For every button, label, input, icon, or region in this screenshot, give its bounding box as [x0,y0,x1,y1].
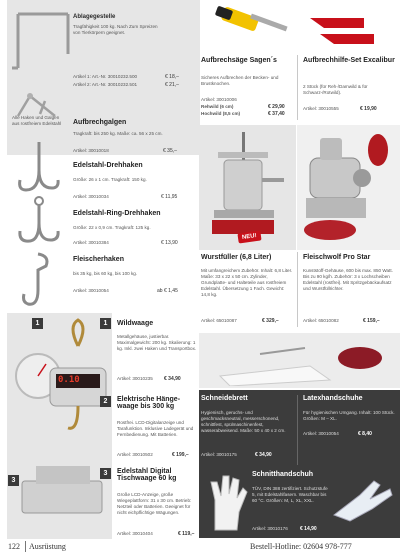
rack-line-1: Artikel 1: Art.-Nr. 30010232.500 [73,74,138,79]
num-desc-2: Rostfrei. LCD-Digitalanzeige und Tarafunktion. Inklusive Ladegerät und Fernbedienung. Mit Batterien. [117,420,194,437]
item-art-fleischerhaken: Artikel: 30010054 [73,288,109,293]
badge-1-left: 1 [32,318,43,329]
item-art-aufbrechgalgen: Artikel: 30010018 [73,148,109,153]
gloves-art: Artikel: 30010054 [303,431,339,436]
num-price-3: € 119,– [178,531,195,537]
gloves-price: € 8,40 [358,431,372,437]
scale-display-readout: 0.10 [58,375,80,385]
num-art-2: Artikel: 30010502 [117,452,153,457]
grinder-image [300,128,400,246]
aid-price: € 19,90 [360,106,377,112]
board-art: Artikel: 30010175 [201,452,237,457]
stuffer-title: Wurstfüller (6,8 Liter) [201,254,272,261]
mid-divider [297,252,298,327]
num-desc-3: Große LCD-Anzeige, große Wiegeplattform: 31 x 30 cm. Betrieb: Netzteil oder Batterien. Geeignet für nicht eichpflichtige Wägungen. [117,492,192,515]
aid-art: Artikel: 30010555 [303,106,339,111]
item-title-ringdrehhaken: Edelstahl-Ring-Drehhaken [73,210,161,217]
aid-title: Aufbrechhilfe-Set Excalibur [303,57,395,64]
badge-3-left: 3 [8,475,19,486]
item-desc-ringdrehhaken: Größe: 22 x 0,9 cm. Tragkraft: 125 kg. [73,225,151,230]
item-desc-aufbrechgalgen: Tragkraft: bis 250 kg. Maße: ca. 56 x 25 cm. [73,131,163,136]
rack-line-2: Artikel 2: Art.-Nr. 30010232.501 [73,82,138,87]
saw-title: Aufbrechsäge Sagen´s [201,57,277,64]
board-title: Schneidebrett [201,395,248,402]
item-art-drehhaken: Artikel: 30010034 [73,194,109,199]
grinder-title: Fleischwolf Pro Star [303,254,371,261]
grinder-desc: Kunststoff-Gehäuse, 600 bis max. 850 Watt. Bis zu 90 kg/h. Zubehör: 3 x Lochscheiben Edelstahl (rostfrei). Mit Spritzgebäckaufsatz und Wurstfüllrichter. [303,268,393,291]
num-art-1: Artikel: 30010235 [117,376,153,381]
board-price: € 34,90 [255,452,272,458]
footer-rule [25,541,26,552]
saw-image [212,6,292,44]
top-divider [297,55,298,120]
scales-image [10,316,110,536]
num-price-1: € 34,90 [164,376,181,382]
gloves-title: Latexhandschuhe [303,395,363,402]
cut-title: Schnitthandschuh [252,471,314,478]
stuffer-art: Artikel: 65010087 [201,318,237,323]
aid-image [304,8,384,53]
item-art-ringdrehhaken: Artikel: 30010384 [73,240,109,245]
glove-image-right [330,475,395,525]
aid-desc: 2 Stück (für Reh-/Damwild & für Schwarz-/Rotwild). [303,84,368,95]
new-badge: NEU! [237,230,261,243]
num-badge-3: 3 [100,468,111,479]
item-desc-fleischerhaken: bis 35 kg, bis 60 kg, bis 100 kg. [73,271,138,276]
item-title-drehhaken: Edelstahl-Drehhaken [73,162,143,169]
saw-desc: Sicheres Aufbrechen der Becken- und Brustknochen. [201,75,279,86]
rack-price-2: € 21,– [165,82,179,88]
hook-image-3 [18,250,58,310]
section-name: Ausrüstung [29,542,66,551]
stuffer-price: € 329,– [262,318,279,324]
grinder-art: Artikel: 65010082 [303,318,339,323]
rack-title: Ablagegestelle [73,14,116,20]
page-number: 122 [8,542,20,551]
item-price-fleischerhaken: ab € 1,45 [157,288,178,294]
num-title-1: Wildwaage [117,320,154,327]
rack-text-1: Tragfähigkeit 100 kg. Nach Zum Spreizen [73,24,158,29]
cut-price: € 14,90 [300,526,317,532]
board-desc: Hygienisch, geruchs- und geschmacksneutral, messerschonend, schnittfest, spülmaschinenfest, wasserabweisend. Maße: 50 x 40 x 2 cm. [201,410,286,433]
rack-price-1: € 18,– [165,74,179,80]
bottom-divider [297,395,298,465]
gloves-desc: Für hygienischen Umgang. Inhalt: 100 Stück. Größen: M – XL. [303,410,395,421]
cut-art: Artikel: 30010176 [252,526,288,531]
saw-price-1: € 29,90 [268,104,285,110]
num-desc-1: Metallgehäuse, justierbar. Maximalgewicht: 200 kg. Skalierung: 1 kg. Inkl. zwei Haken und Transportbox. [117,334,197,351]
stuffer-image [204,130,289,245]
cut-desc: TÜV, DIN 388 zertifiziert. Schutzstufe 5, mit Edelstahlfasern. Waschbar bis 60 °C. Größen: M, L, XL, XXL. [252,486,328,503]
num-badge-2: 2 [100,396,111,407]
saw-art: Artikel: 30010006 [201,97,237,102]
hook-image-2 [14,195,64,250]
num-title-3: Edelstahl Digital Tischwaage 60 kg [117,468,177,482]
saw-size-2: Hochwild (8,5 cm) [201,111,241,116]
item-price-drehhaken: € 11,95 [161,194,178,200]
num-badge-1: 1 [100,318,111,329]
item-desc-drehhaken: Größe: 26 x 1 cm. Tragkraft: 150 kg. [73,177,147,182]
hotline[interactable]: Bestell-Hotline: 02604 978-777 [250,542,352,551]
item-title-fleischerhaken: Fleischerhaken [73,256,124,263]
num-title-2: Elektrische Hänge-waage bis 300 kg [117,396,181,410]
saw-size-1: Rehwild (6 cm) [201,104,234,109]
num-price-2: € 199,– [172,452,189,458]
glove-image-left [205,472,250,532]
board-image [210,336,395,386]
rack-caption: Alle Haken und Galgen aus rostfreiem Edelstahl [12,115,62,126]
rack-image [10,6,75,151]
stuffer-desc: Mit umfangreichem Zubehör. Inhalt: 6,8 Liter. Maße: 33 x 22 x 50 cm. Zylinder, Grundplatte- und Halteteile aus rostfreiem Edelstahl. Übersetzung 1 Fach. Gewicht: 14,8 kg. [201,268,293,297]
grinder-price: € 159,– [363,318,380,324]
hook-image-1 [14,140,64,200]
item-title-aufbrechgalgen: Aufbrechgalgen [73,119,127,126]
saw-price-2: € 37,40 [268,111,285,117]
num-art-3: Artikel: 30010404 [117,531,153,536]
item-price-aufbrechgalgen: € 35,– [163,148,177,154]
rack-text-2: von Tierkörpern geeignet. [73,30,126,35]
item-price-ringdrehhaken: € 13,90 [161,240,178,246]
